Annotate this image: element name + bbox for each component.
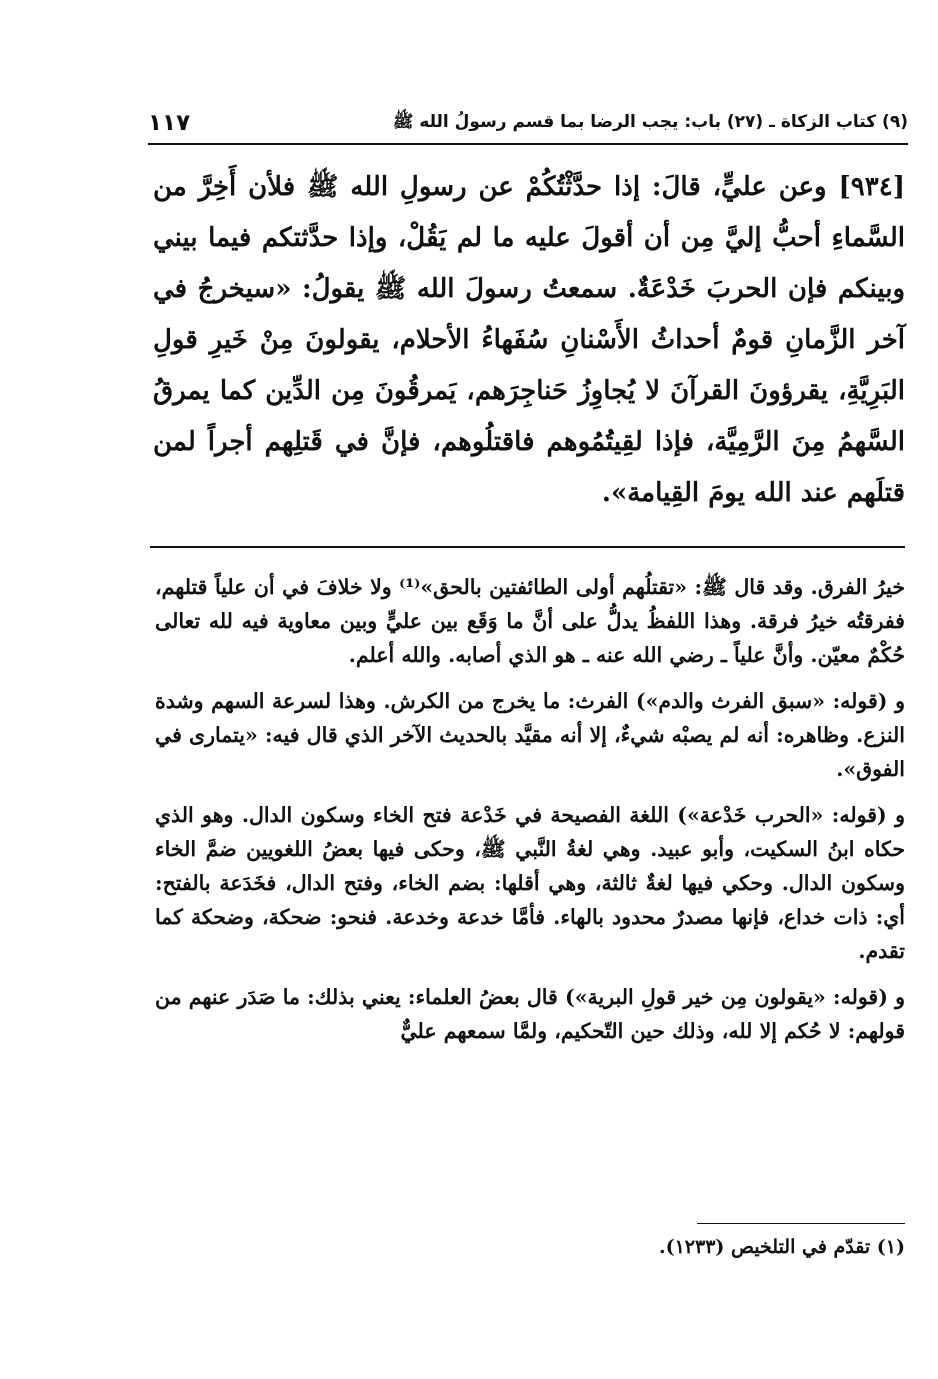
commentary-paragraph: و (قوله: «سبق الفرث والدم») الفرث: ما يخرج من الكرش. وهذا لسرعة السهم وشدة النزع. وظاهره: أنه لم يصبْه شيءٌ، إلا أنه مقيَّد بالحديث الآخر الذي قال فيه: «يتمارى في الفوق». bbox=[155, 689, 905, 781]
footnote-divider bbox=[697, 1223, 905, 1224]
commentary-section bbox=[155, 570, 905, 1200]
commentary-paragraph: خيرُ الفرق. وقد قال ﷺ: «تقتلُهم أولى الطائفتين بالحق»⁽¹⁾ ولا خلافَ في أن علياً قتلهم، ففرقتُه خيرُ فرقة. وهذا اللفظُ يدلُّ على أنَّ ما وَقَع بين عليٍّ وبين معاوية فيه لله تعالى حُكْمٌ معيّن. وأنَّ علياً ـ رضي الله عنه ـ هو الذي أصابه. والله أعلم. bbox=[155, 575, 905, 667]
running-title: (٩) كتاب الزكاة ـ (٢٧) باب: يجب الرضا بما قسم رسولُ الله ﷺ bbox=[392, 111, 908, 132]
page-header bbox=[148, 105, 908, 141]
footnote: (١) تقدّم في التلخيص (١٢٣٣). bbox=[658, 1236, 905, 1258]
section-divider bbox=[150, 546, 905, 548]
page-number: ١١٧ bbox=[148, 110, 191, 136]
commentary-paragraph: و (قوله: «الحرب خَدْعة») اللغة الفصيحة في خَدْعة فتح الخاء وسكون الدال. وهو الذي حكاه ابنُ السكيت، وأبو عبيد. وهي لغةُ النَّبي ﷺ، وحكى فيها بعضُ اللغويين ضمَّ الخاء وسكون الدال. وحكي فيها لغةٌ ثالثة، وهي أقلها: بضم الخاء، وفتح الدال، فخَدَعة بالفتح: أي: ذات خداع، فإنها مصدرٌ محدود بالهاء. فأمَّا خدعة وخدعة. فنحو: ضحكة، وضحكة كما تقدم. bbox=[155, 803, 905, 963]
header-rule bbox=[148, 143, 908, 145]
commentary-paragraph: و (قوله: «يقولون مِن خير قولِ البرية») قال بعضُ العلماء: يعني بذلك: ما صَدَر عنهم من قولهم: لا حُكم إلا لله، وذلك حين التّحكيم، ولمَّا سمعهم عليٌّ bbox=[155, 985, 905, 1043]
hadith-text: [٩٣٤] وعن عليٍّ، قالَ: إذا حدَّثْتُكُمْ عن رسولِ الله ﷺ فلأن أَخِرَّ من السَّماءِ أحبُّ إليَّ مِن أن أقولَ عليه ما لم يَقُلْ، وإذا حدَّثتكم فيما بيني وبينكم فإن الحربَ خَدْعَةٌ. سمعتُ رسولَ الله ﷺ يقولُ: «سيخرجُ في آخر الزَّمانِ قومٌ أحداثُ الأَسْنانِ سُفَهاءُ الأحلام، يقولونَ مِنْ خَيرِ قولِ البَرِيَّةِ، يقرؤونَ القرآنَ لا يُجاوِزُ حَناجِرَهم، يَمرقُونَ مِن الدِّين كما يمرقُ السَّهمُ مِنَ الرَّمِيَّة، فإذا لقِيتُمُوهم فاقتلُوهم، فإنَّ في قَتلِهم أجراً لمن قتلَهم عند الله يومَ القِيامة». bbox=[153, 172, 905, 508]
